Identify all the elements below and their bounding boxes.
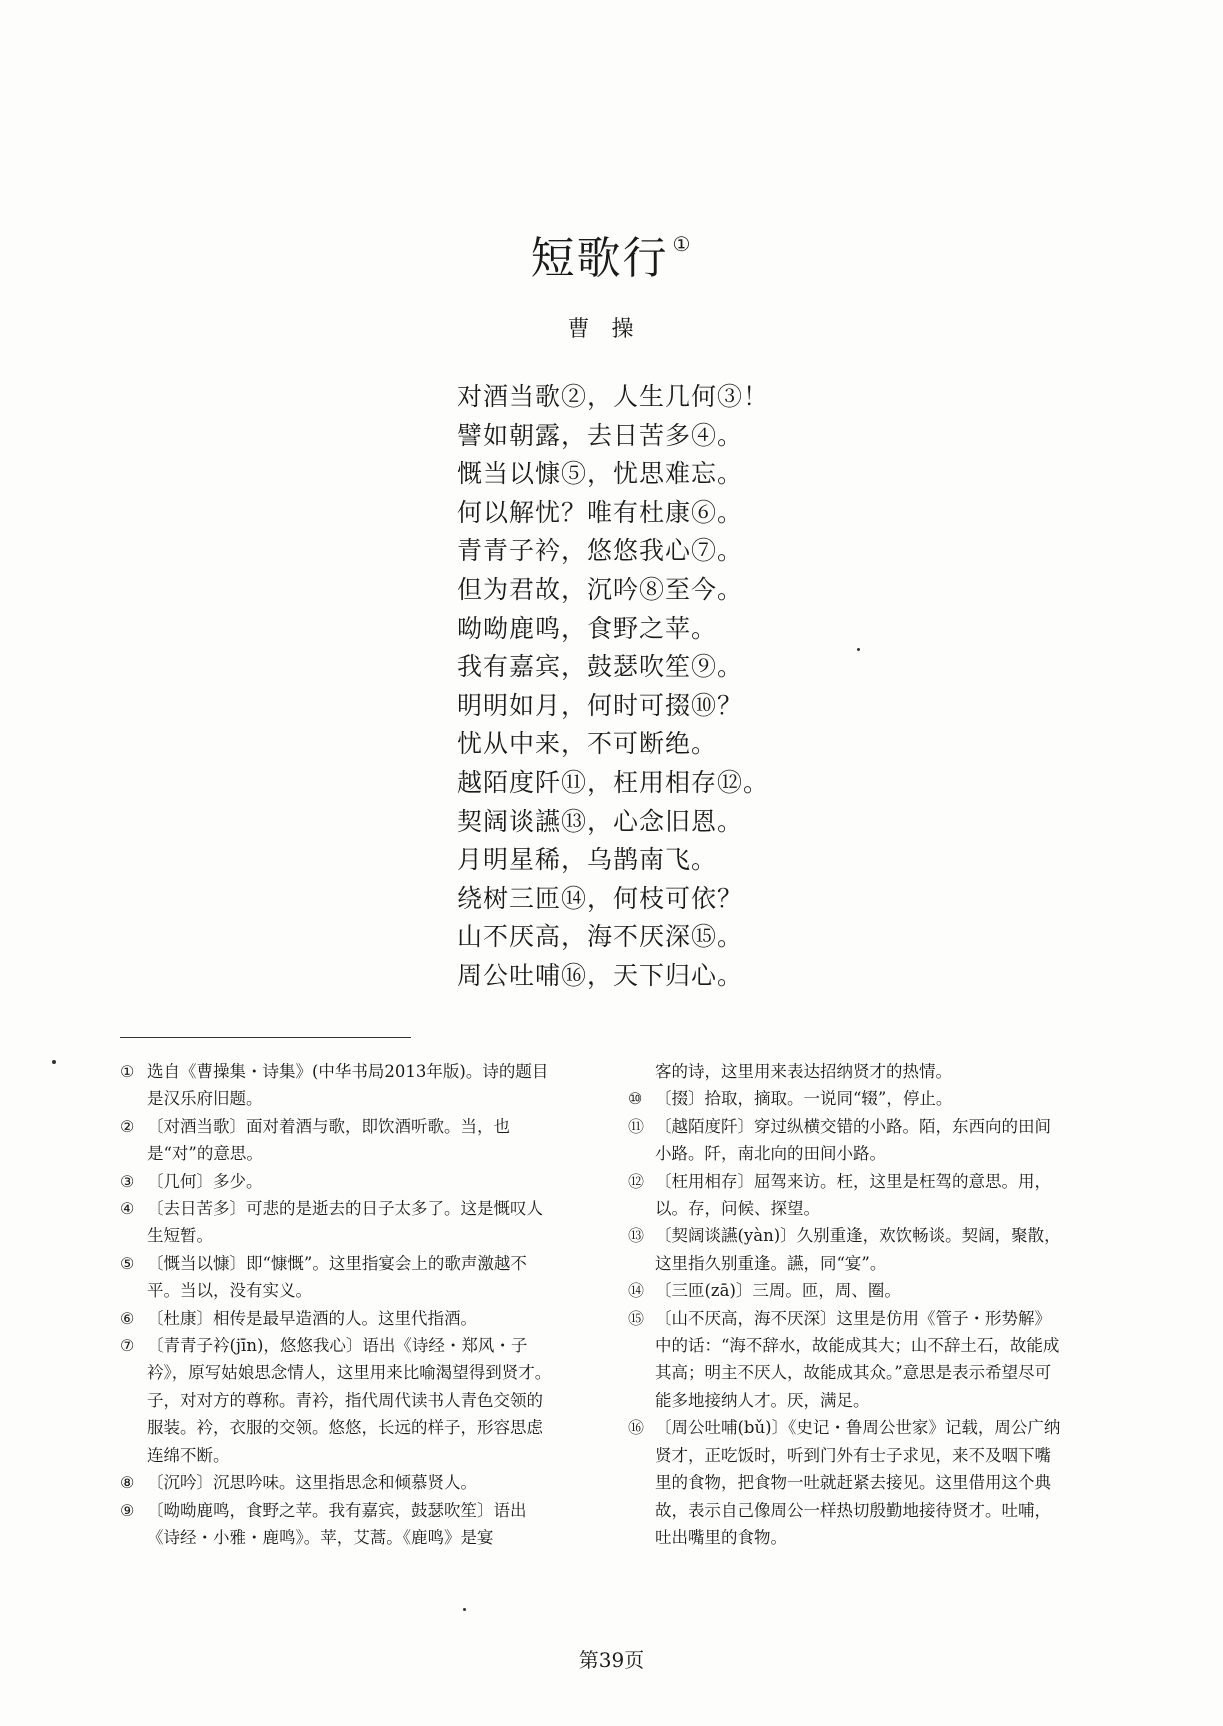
footnote-number: ⑩ xyxy=(628,1089,643,1109)
footnote xyxy=(628,1222,1063,1277)
poem-line: 周公吐哺⑯，天下归心。 xyxy=(457,960,744,990)
footnotes-right-column xyxy=(628,1058,1063,1551)
footnote xyxy=(120,1168,555,1195)
poem-line: 我有嘉宾，鼓瑟吹笙⑨。 xyxy=(457,652,744,682)
footnote-text: 客的诗，这里用来表达招纳贤才的热情。 xyxy=(655,1062,952,1081)
footnote-number: ⑯ xyxy=(628,1418,645,1438)
footnote xyxy=(628,1168,1063,1223)
author: 曹操 xyxy=(567,317,656,342)
footnote-text: 〔青青子衿(jīn)，悠悠我心〕语出《诗经・郑风・子衿》，原写姑娘思念情人，这里用来比喻渴望得到贤才。子，对对方的尊称。青衿，指代周代读书人青色交领的服装。衿，衣服的交领。悠悠，长远的样子，形容思虑连绵不断。 xyxy=(147,1336,552,1465)
footnote-number: ⑤ xyxy=(120,1253,135,1273)
footnote-text: 选自《曹操集・诗集》(中华书局2013年版)。诗的题目是汉乐府旧题。 xyxy=(147,1062,549,1109)
footnote-number: ⑪ xyxy=(628,1116,645,1136)
footnote xyxy=(628,1113,1063,1168)
footnote-text: 〔周公吐哺(bǔ)〕《史记・鲁周公世家》记载，周公广纳贤才，正吃饭时，听到门外有士子求见，来不及咽下嘴里的食物，把食物一吐就赶紧去接见。这里借用这个典故，表示自己像周公一样热切殷勤地接待贤才。吐哺，吐出嘴里的食物。 xyxy=(655,1418,1061,1547)
footnote xyxy=(120,1497,555,1552)
footnote-divider xyxy=(120,1037,411,1038)
footnote xyxy=(628,1085,1063,1112)
footnote-text: 〔枉用相存〕屈驾来访。枉，这里是枉驾的意思。用，以。存，问候、探望。 xyxy=(655,1171,1051,1219)
footnote-number: ⑬ xyxy=(628,1226,645,1246)
poem-line: 明明如月，何时可掇⑩？ xyxy=(457,690,744,720)
scan-speck xyxy=(463,1608,466,1611)
footnote xyxy=(120,1058,555,1113)
poem-line: 但为君故，沉吟⑧至今。 xyxy=(457,574,744,604)
footnote-text: 〔三匝(zā)〕三周。匝，周、圈。 xyxy=(655,1281,901,1301)
poem-line: 契阔谈讌⑬，心念旧恩。 xyxy=(457,806,744,836)
footnote-number: ① xyxy=(120,1062,135,1081)
footnote-text: 〔几何〕多少。 xyxy=(147,1171,263,1191)
footnotes-left-column xyxy=(120,1058,555,1551)
footnote xyxy=(120,1195,555,1250)
footnote-text: 〔呦呦鹿鸣，食野之苹。我有嘉宾，鼓瑟吹笙〕语出《诗经・小雅・鹿鸣》。苹，艾蒿。《鹿鸣》是宴 xyxy=(147,1500,527,1547)
footnote xyxy=(120,1113,555,1168)
poem-line: 譬如朝露，去日苦多④。 xyxy=(457,420,744,450)
title-footnote-mark: ① xyxy=(672,232,693,256)
footnote xyxy=(120,1305,555,1332)
footnote-continuation xyxy=(628,1058,1063,1085)
footnote-number: ③ xyxy=(120,1171,135,1191)
poem-body xyxy=(457,378,769,996)
poem-line: 绕树三匝⑭，何枝可依？ xyxy=(457,883,744,913)
footnote xyxy=(628,1277,1063,1304)
footnote-number: ⑥ xyxy=(120,1308,135,1328)
title-text: 短歌行 xyxy=(530,233,669,284)
footnote-text: 〔山不厌高，海不厌深〕这里是仿用《管子・形势解》中的话：“海不辞水，故能成其大；山不辞土石，故能成其高；明主不厌人，故能成其众。”意思是表示希望尽可能多地接纳人才。厌，满足。 xyxy=(655,1308,1060,1410)
footnote-number: ⑦ xyxy=(120,1336,135,1356)
footnote-text: 〔掇〕拾取，摘取。一说同“辍”，停止。 xyxy=(655,1089,953,1109)
footnote-text: 〔去日苦多〕可悲的是逝去的日子太多了。这是慨叹人生短暂。 xyxy=(147,1199,543,1246)
footnote-text: 〔对酒当歌〕面对着酒与歌，即饮酒听歌。当，也是“对”的意思。 xyxy=(147,1116,510,1164)
poem-line: 忧从中来，不可断绝。 xyxy=(457,729,718,759)
footnote-text: 〔杜康〕相传是最早造酒的人。这里代指酒。 xyxy=(147,1308,477,1328)
poem-line: 对酒当歌②，人生几何③！ xyxy=(457,382,770,411)
footnote-number: ⑮ xyxy=(628,1308,645,1328)
footnote xyxy=(120,1332,555,1469)
poem-line: 青青子衿，悠悠我心⑦。 xyxy=(457,536,744,566)
footnote xyxy=(628,1305,1063,1415)
page-number: 第39页 xyxy=(578,1648,645,1672)
footnote-number: ② xyxy=(120,1116,135,1136)
footnote-number: ⑫ xyxy=(628,1171,645,1191)
footnote-text: 〔沉吟〕沉思吟味。这里指思念和倾慕贤人。 xyxy=(147,1473,477,1493)
scan-speck xyxy=(857,648,860,651)
poem-line: 慨当以慷⑤，忧思难忘。 xyxy=(457,459,744,489)
footnote-text: 〔越陌度阡〕穿过纵横交错的小路。陌，东西向的田间小路。阡，南北向的田间小路。 xyxy=(655,1116,1051,1164)
footnote-text: 〔慨当以慷〕即“慷慨”。这里指宴会上的歌声激越不平。当以，没有实义。 xyxy=(147,1253,527,1301)
footnote-number: ⑧ xyxy=(120,1473,135,1493)
footnote xyxy=(628,1414,1063,1551)
poem-line: 越陌度阡⑪，枉用相存⑫。 xyxy=(457,767,770,797)
poem-line: 呦呦鹿鸣，食野之苹。 xyxy=(457,613,718,643)
poem-line: 何以解忧？唯有杜康⑥。 xyxy=(457,497,744,527)
poem-line: 月明星稀，乌鹊南飞。 xyxy=(457,845,718,875)
footnote-number: ⑭ xyxy=(628,1281,645,1301)
poem-line: 山不厌高，海不厌深⑮。 xyxy=(457,922,744,952)
footnote xyxy=(120,1469,555,1496)
footnote-text: 〔契阔谈讌(yàn)〕久别重逢，欢饮畅谈。契阔，聚散，这里指久别重逢。讌，同“宴”。 xyxy=(655,1226,1061,1273)
scan-speck xyxy=(52,1060,56,1064)
footnote-number: ⑨ xyxy=(120,1500,135,1520)
footnote-number: ④ xyxy=(120,1199,135,1219)
footnote xyxy=(120,1250,555,1305)
poem-title xyxy=(0,222,1223,286)
